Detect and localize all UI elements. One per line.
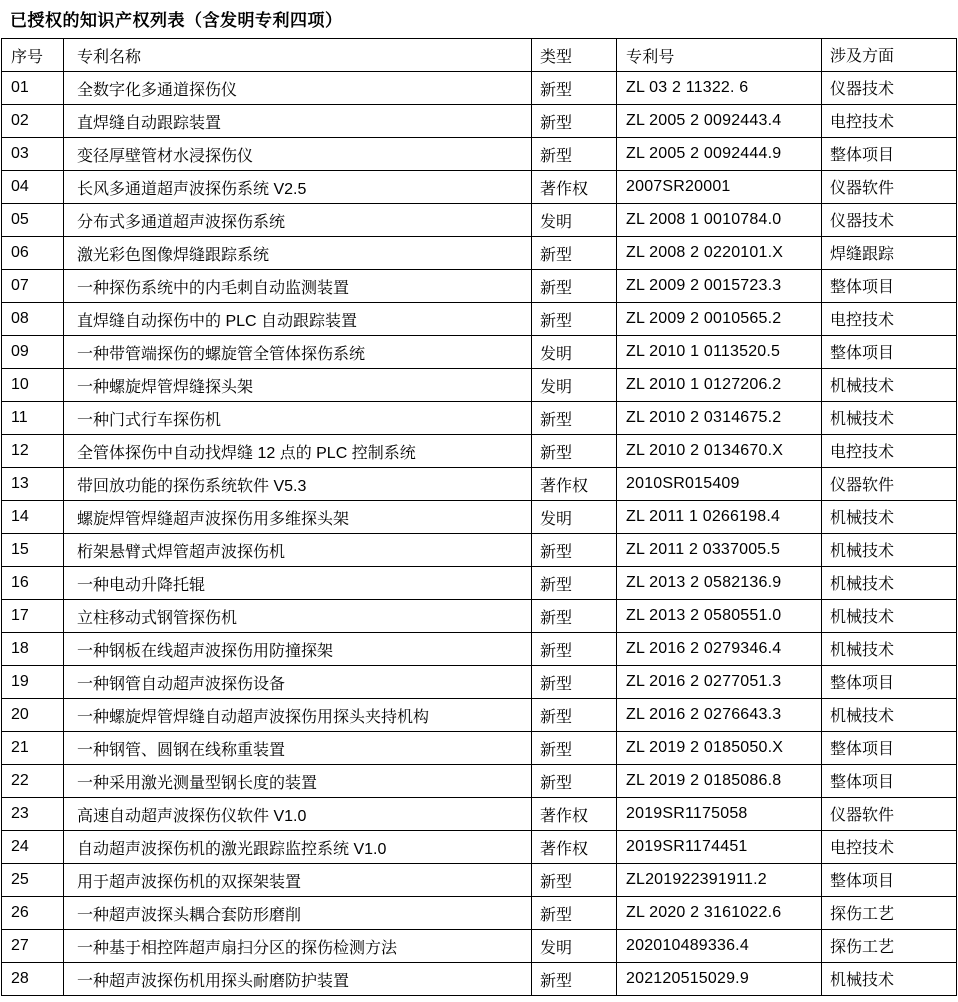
table-row <box>2 105 957 138</box>
table-row <box>2 138 957 171</box>
cell-patent-name: 全管体探伤中自动找焊缝 12 点的 PLC 控制系统 <box>64 435 532 468</box>
cell-patent-name: 一种超声波探头耦合套防形磨削 <box>64 897 532 930</box>
cell-patent-name: 长风多通道超声波探伤系统 V2.5 <box>64 171 532 204</box>
cell-type: 新型 <box>532 600 617 633</box>
cell-aspect: 焊缝跟踪 <box>822 237 957 270</box>
cell-patent-number: ZL 2010 1 0113520.5 <box>617 336 822 369</box>
cell-patent-number: ZL 2011 2 0337005.5 <box>617 534 822 567</box>
cell-aspect: 整体项目 <box>822 138 957 171</box>
cell-type: 著作权 <box>532 468 617 501</box>
cell-patent-number: ZL 2010 2 0314675.2 <box>617 402 822 435</box>
cell-type: 新型 <box>532 699 617 732</box>
cell-patent-name: 高速自动超声波探伤仪软件 V1.0 <box>64 798 532 831</box>
header-serial-no: 序号 <box>2 39 64 72</box>
cell-patent-number: ZL 2013 2 0582136.9 <box>617 567 822 600</box>
header-patent-number: 专利号 <box>617 39 822 72</box>
cell-type: 新型 <box>532 138 617 171</box>
cell-patent-name: 激光彩色图像焊缝跟踪系统 <box>64 237 532 270</box>
cell-serial-no: 24 <box>2 831 64 864</box>
cell-patent-name: 一种基于相控阵超声扇扫分区的探伤检测方法 <box>64 930 532 963</box>
cell-type: 新型 <box>532 567 617 600</box>
cell-patent-number: ZL 2019 2 0185050.X <box>617 732 822 765</box>
cell-patent-name: 直焊缝自动跟踪装置 <box>64 105 532 138</box>
cell-patent-name: 全数字化多通道探伤仪 <box>64 72 532 105</box>
table-row <box>2 270 957 303</box>
cell-aspect: 整体项目 <box>822 732 957 765</box>
cell-patent-number: ZL 2010 1 0127206.2 <box>617 369 822 402</box>
cell-patent-name: 变径厚壁管材水浸探伤仪 <box>64 138 532 171</box>
cell-type: 新型 <box>532 534 617 567</box>
cell-patent-number: 202120515029.9 <box>617 963 822 996</box>
cell-aspect: 整体项目 <box>822 336 957 369</box>
cell-patent-name: 桁架悬臂式焊管超声波探伤机 <box>64 534 532 567</box>
table-row <box>2 369 957 402</box>
cell-serial-no: 12 <box>2 435 64 468</box>
cell-patent-name: 一种超声波探伤机用探头耐磨防护装置 <box>64 963 532 996</box>
cell-type: 新型 <box>532 864 617 897</box>
cell-aspect: 电控技术 <box>822 105 957 138</box>
cell-type: 新型 <box>532 237 617 270</box>
table-row <box>2 633 957 666</box>
cell-serial-no: 07 <box>2 270 64 303</box>
cell-patent-number: ZL 2009 2 0010565.2 <box>617 303 822 336</box>
table-row <box>2 600 957 633</box>
cell-patent-number: 2007SR20001 <box>617 171 822 204</box>
cell-patent-number: 202010489336.4 <box>617 930 822 963</box>
cell-serial-no: 27 <box>2 930 64 963</box>
cell-aspect: 机械技术 <box>822 633 957 666</box>
cell-aspect: 仪器软件 <box>822 468 957 501</box>
cell-serial-no: 05 <box>2 204 64 237</box>
cell-type: 新型 <box>532 270 617 303</box>
cell-patent-name: 自动超声波探伤机的激光跟踪监控系统 V1.0 <box>64 831 532 864</box>
table-row <box>2 798 957 831</box>
cell-aspect: 电控技术 <box>822 435 957 468</box>
cell-aspect: 整体项目 <box>822 666 957 699</box>
cell-serial-no: 19 <box>2 666 64 699</box>
cell-serial-no: 21 <box>2 732 64 765</box>
cell-patent-number: ZL 2016 2 0276643.3 <box>617 699 822 732</box>
cell-patent-number: ZL 2009 2 0015723.3 <box>617 270 822 303</box>
table-row <box>2 468 957 501</box>
header-type: 类型 <box>532 39 617 72</box>
cell-patent-number: ZL 2019 2 0185086.8 <box>617 765 822 798</box>
cell-patent-name: 带回放功能的探伤系统软件 V5.3 <box>64 468 532 501</box>
cell-type: 发明 <box>532 204 617 237</box>
table-row <box>2 237 957 270</box>
cell-serial-no: 14 <box>2 501 64 534</box>
cell-serial-no: 06 <box>2 237 64 270</box>
cell-serial-no: 03 <box>2 138 64 171</box>
table-row <box>2 204 957 237</box>
cell-serial-no: 15 <box>2 534 64 567</box>
cell-aspect: 整体项目 <box>822 864 957 897</box>
cell-type: 新型 <box>532 435 617 468</box>
cell-patent-name: 螺旋焊管焊缝超声波探伤用多维探头架 <box>64 501 532 534</box>
cell-aspect: 探伤工艺 <box>822 897 957 930</box>
cell-patent-name: 直焊缝自动探伤中的 PLC 自动跟踪装置 <box>64 303 532 336</box>
cell-patent-number: ZL 2016 2 0277051.3 <box>617 666 822 699</box>
table-row <box>2 732 957 765</box>
cell-serial-no: 23 <box>2 798 64 831</box>
table-row <box>2 963 957 996</box>
cell-aspect: 仪器技术 <box>822 72 957 105</box>
cell-patent-name: 立柱移动式钢管探伤机 <box>64 600 532 633</box>
cell-type: 新型 <box>532 303 617 336</box>
cell-serial-no: 26 <box>2 897 64 930</box>
cell-patent-name: 一种采用激光测量型钢长度的装置 <box>64 765 532 798</box>
cell-serial-no: 18 <box>2 633 64 666</box>
cell-serial-no: 16 <box>2 567 64 600</box>
header-aspect: 涉及方面 <box>822 39 957 72</box>
ip-rights-table <box>1 38 957 996</box>
cell-patent-number: ZL 2008 1 0010784.0 <box>617 204 822 237</box>
cell-aspect: 探伤工艺 <box>822 930 957 963</box>
cell-type: 发明 <box>532 369 617 402</box>
cell-serial-no: 28 <box>2 963 64 996</box>
table-row <box>2 765 957 798</box>
cell-type: 著作权 <box>532 831 617 864</box>
cell-aspect: 机械技术 <box>822 600 957 633</box>
cell-serial-no: 10 <box>2 369 64 402</box>
table-header-row <box>2 39 957 72</box>
cell-patent-name: 一种电动升降托辊 <box>64 567 532 600</box>
cell-patent-name: 一种探伤系统中的内毛刺自动监测装置 <box>64 270 532 303</box>
cell-patent-name: 一种带管端探伤的螺旋管全管体探伤系统 <box>64 336 532 369</box>
table-row <box>2 303 957 336</box>
cell-aspect: 仪器技术 <box>822 204 957 237</box>
table-row <box>2 930 957 963</box>
cell-aspect: 整体项目 <box>822 270 957 303</box>
cell-patent-number: ZL 03 2 11322. 6 <box>617 72 822 105</box>
cell-patent-number: ZL 2020 2 3161022.6 <box>617 897 822 930</box>
cell-patent-number: 2010SR015409 <box>617 468 822 501</box>
cell-type: 新型 <box>532 765 617 798</box>
table-row <box>2 699 957 732</box>
cell-aspect: 整体项目 <box>822 765 957 798</box>
cell-patent-name: 一种螺旋焊管焊缝自动超声波探伤用探头夹持机构 <box>64 699 532 732</box>
cell-patent-number: ZL 2005 2 0092444.9 <box>617 138 822 171</box>
cell-patent-number: 2019SR1174451 <box>617 831 822 864</box>
cell-type: 新型 <box>532 732 617 765</box>
cell-patent-number: ZL 2008 2 0220101.X <box>617 237 822 270</box>
table-row <box>2 534 957 567</box>
cell-serial-no: 02 <box>2 105 64 138</box>
cell-serial-no: 22 <box>2 765 64 798</box>
cell-type: 新型 <box>532 105 617 138</box>
cell-serial-no: 25 <box>2 864 64 897</box>
cell-patent-number: ZL 2013 2 0580551.0 <box>617 600 822 633</box>
cell-type: 发明 <box>532 930 617 963</box>
cell-aspect: 机械技术 <box>822 963 957 996</box>
table-row <box>2 171 957 204</box>
cell-patent-name: 一种门式行车探伤机 <box>64 402 532 435</box>
cell-serial-no: 01 <box>2 72 64 105</box>
cell-serial-no: 20 <box>2 699 64 732</box>
cell-patent-number: ZL 2016 2 0279346.4 <box>617 633 822 666</box>
cell-serial-no: 04 <box>2 171 64 204</box>
table-row <box>2 336 957 369</box>
cell-patent-number: 2019SR1175058 <box>617 798 822 831</box>
cell-type: 发明 <box>532 336 617 369</box>
cell-type: 新型 <box>532 666 617 699</box>
cell-aspect: 电控技术 <box>822 303 957 336</box>
cell-patent-name: 一种钢板在线超声波探伤用防撞探架 <box>64 633 532 666</box>
cell-aspect: 机械技术 <box>822 534 957 567</box>
cell-type: 新型 <box>532 72 617 105</box>
table-row <box>2 831 957 864</box>
cell-aspect: 机械技术 <box>822 402 957 435</box>
cell-patent-number: ZL 2005 2 0092443.4 <box>617 105 822 138</box>
table-row <box>2 435 957 468</box>
cell-patent-name: 一种螺旋焊管焊缝探头架 <box>64 369 532 402</box>
cell-aspect: 机械技术 <box>822 369 957 402</box>
cell-aspect: 机械技术 <box>822 501 957 534</box>
cell-aspect: 仪器软件 <box>822 171 957 204</box>
page-title: 已授权的知识产权列表（含发明专利四项） <box>10 11 343 30</box>
cell-type: 发明 <box>532 501 617 534</box>
header-patent-name: 专利名称 <box>64 39 532 72</box>
table-row <box>2 402 957 435</box>
cell-serial-no: 08 <box>2 303 64 336</box>
cell-type: 新型 <box>532 402 617 435</box>
cell-patent-name: 用于超声波探伤机的双探架装置 <box>64 864 532 897</box>
cell-type: 新型 <box>532 897 617 930</box>
cell-aspect: 仪器软件 <box>822 798 957 831</box>
cell-patent-name: 分布式多通道超声波探伤系统 <box>64 204 532 237</box>
table-row <box>2 72 957 105</box>
cell-serial-no: 09 <box>2 336 64 369</box>
cell-serial-no: 11 <box>2 402 64 435</box>
table-row <box>2 864 957 897</box>
cell-aspect: 机械技术 <box>822 567 957 600</box>
table-row <box>2 897 957 930</box>
table-row <box>2 501 957 534</box>
cell-type: 新型 <box>532 633 617 666</box>
cell-aspect: 机械技术 <box>822 699 957 732</box>
cell-patent-name: 一种钢管、圆钢在线称重装置 <box>64 732 532 765</box>
cell-type: 新型 <box>532 963 617 996</box>
table-row <box>2 567 957 600</box>
cell-serial-no: 17 <box>2 600 64 633</box>
cell-patent-number: ZL 2010 2 0134670.X <box>617 435 822 468</box>
cell-aspect: 电控技术 <box>822 831 957 864</box>
table-row <box>2 666 957 699</box>
cell-patent-name: 一种钢管自动超声波探伤设备 <box>64 666 532 699</box>
cell-patent-number: ZL 2011 1 0266198.4 <box>617 501 822 534</box>
cell-serial-no: 13 <box>2 468 64 501</box>
cell-type: 著作权 <box>532 798 617 831</box>
cell-type: 著作权 <box>532 171 617 204</box>
cell-patent-number: ZL201922391911.2 <box>617 864 822 897</box>
